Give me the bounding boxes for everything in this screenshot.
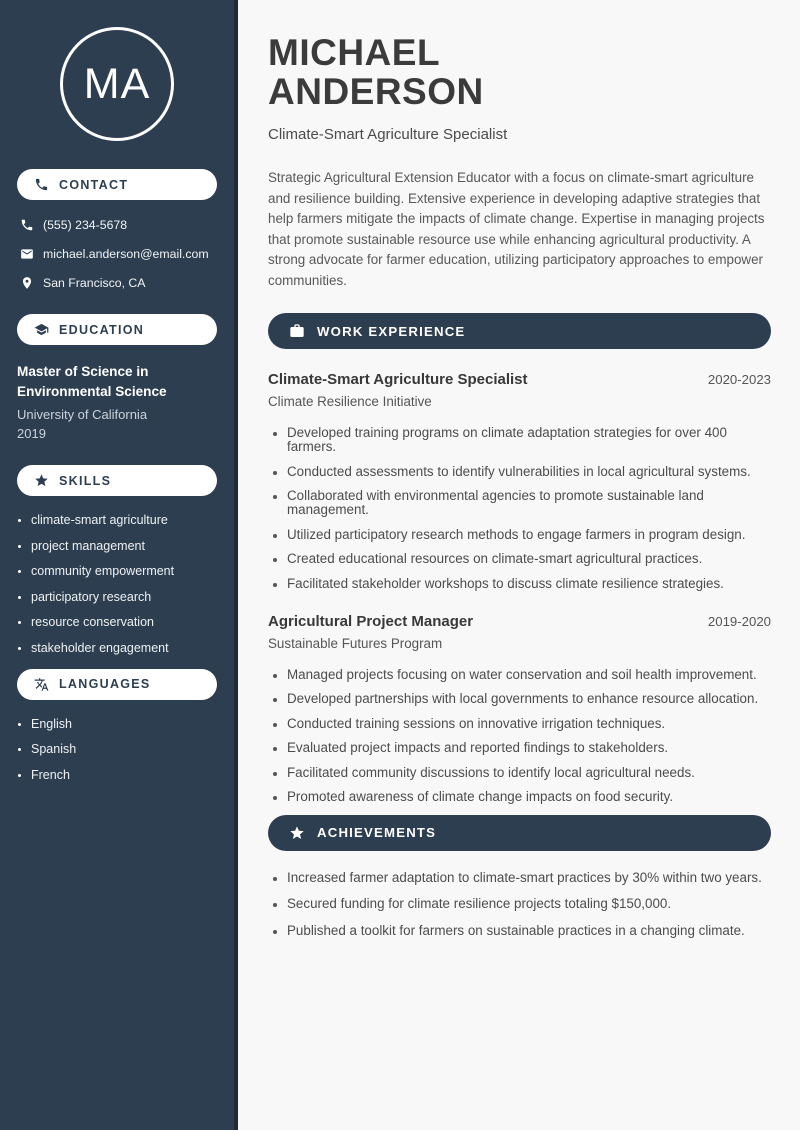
education-school: University of California (17, 407, 148, 422)
skills-header-label: SKILLS (59, 473, 112, 488)
achievements-header-label: ACHIEVEMENTS (317, 825, 437, 840)
skill-item: • participatory research (31, 590, 224, 604)
job-bullet: • Facilitated community discussions to identify local agricultural needs. (287, 766, 771, 780)
job-title-subtitle: Climate-Smart Agriculture Specialist (268, 126, 508, 143)
job-entry (268, 371, 771, 591)
job-bullet: • Facilitated stakeholder workshops to discuss climate resilience strategies. (287, 577, 771, 591)
job-header (268, 371, 771, 388)
achievement-bullet: • Published a toolkit for farmers on sustainable practices in a changing climate. (287, 924, 771, 938)
phone-icon (34, 177, 49, 192)
job-entry-company: Sustainable Futures Program (268, 635, 443, 651)
location-pin-icon (20, 276, 34, 290)
avatar (60, 27, 174, 141)
contact-phone-row (20, 215, 214, 235)
skill-item: • project management (31, 539, 224, 553)
job-entry-title: Agricultural Project Manager (268, 612, 474, 630)
contact-email-row (20, 244, 214, 264)
email-value: michael.anderson@email.com (43, 247, 209, 261)
job-entry-dates: 2019-2020 (707, 613, 771, 629)
skills-list (0, 496, 234, 655)
contact-location-row (20, 273, 214, 293)
job-bullet: • Evaluated project impacts and reported findings to stakeholders. (287, 741, 771, 755)
star-icon (289, 825, 305, 841)
contact-header-label: CONTACT (59, 177, 129, 192)
job-entry-company: Climate Resilience Initiative (268, 394, 432, 409)
education-degree: Master of Science in Environmental Science (17, 364, 167, 399)
job-entry-title: Climate-Smart Agriculture Specialist (268, 371, 528, 388)
work-experience-section-header (268, 313, 771, 349)
languages-list (0, 700, 234, 782)
mail-icon (20, 247, 34, 261)
work-experience-header-label: WORK EXPERIENCE (317, 323, 466, 339)
skill-item: • resource conservation (31, 615, 224, 629)
briefcase-icon (289, 323, 305, 339)
main-content (238, 0, 800, 1130)
skill-item: • community empowerment (31, 564, 224, 578)
phone-icon (20, 218, 34, 232)
translate-icon (34, 677, 49, 692)
skill-item: • stakeholder engagement (31, 641, 224, 655)
language-item: • French (31, 768, 224, 782)
name-line-2: ANDERSON (268, 71, 484, 112)
achievement-bullet: • Secured funding for climate resilience projects totaling $150,000. (287, 897, 771, 911)
achievements-section-header (268, 815, 771, 851)
job-bullet: • Created educational resources on climate-smart agricultural practices. (287, 552, 771, 566)
job-bullet: • Conducted assessments to identify vulnerabilities in local agricultural systems. (287, 465, 771, 479)
skills-section-header (17, 465, 217, 496)
star-icon (34, 473, 49, 488)
sidebar (0, 0, 238, 1130)
job-entry (268, 613, 771, 805)
job-bullet: • Developed partnerships with local governments to enhance resource allocation. (287, 692, 771, 706)
job-bullet: • Managed projects focusing on water conservation and soil health improvement. (287, 668, 771, 682)
languages-section-header (17, 669, 217, 700)
job-bullet: • Conducted training sessions on innovative irrigation techniques. (287, 717, 771, 731)
education-year: 2019 (17, 426, 46, 441)
job-bullet-list (268, 668, 771, 805)
location-value: San Francisco, CA (43, 276, 146, 290)
job-bullet: • Collaborated with environmental agencies to promote sustainable land management. (287, 489, 771, 517)
name-line-1: MICHAEL (268, 32, 441, 73)
achievement-bullet: • Increased farmer adaptation to climate-smart practices by 30% within two years. (287, 871, 771, 885)
contact-section-header (17, 169, 217, 200)
graduation-cap-icon (34, 322, 49, 337)
education-header-label: EDUCATION (59, 322, 145, 337)
language-item: • Spanish (31, 742, 224, 756)
languages-header-label: LANGUAGES (59, 677, 151, 691)
job-header (268, 613, 771, 630)
education-entry (0, 345, 234, 443)
language-item: • English (31, 717, 224, 731)
job-entry-dates: 2020-2023 (707, 372, 771, 387)
job-bullet: • Utilized participatory research methods to engage farmers in program design. (287, 528, 771, 542)
summary-paragraph: Strategic Agricultural Extension Educator with a focus on climate-smart agriculture and resilience building. Extensive experience in developing adaptive strategies that help farmers mitigate the impacts of climate change. Expertise in managing projects that promote sustainable resource use while enhancing agricultural productivity. A strong advocate for farmer education, utilizing participatory approaches to empower communities. (268, 170, 765, 288)
job-bullet-list (268, 426, 771, 591)
page-title (268, 33, 771, 111)
phone-value: (555) 234-5678 (43, 218, 128, 232)
job-bullet: • Developed training programs on climate adaptation strategies for over 400 farmers. (287, 426, 771, 454)
education-section-header (17, 314, 217, 345)
skill-item: • climate-smart agriculture (31, 513, 224, 527)
avatar-initials: MA (83, 59, 151, 108)
achievements-list (268, 871, 771, 938)
contact-list (0, 200, 234, 293)
job-bullet: • Promoted awareness of climate change impacts on food security. (287, 790, 771, 804)
